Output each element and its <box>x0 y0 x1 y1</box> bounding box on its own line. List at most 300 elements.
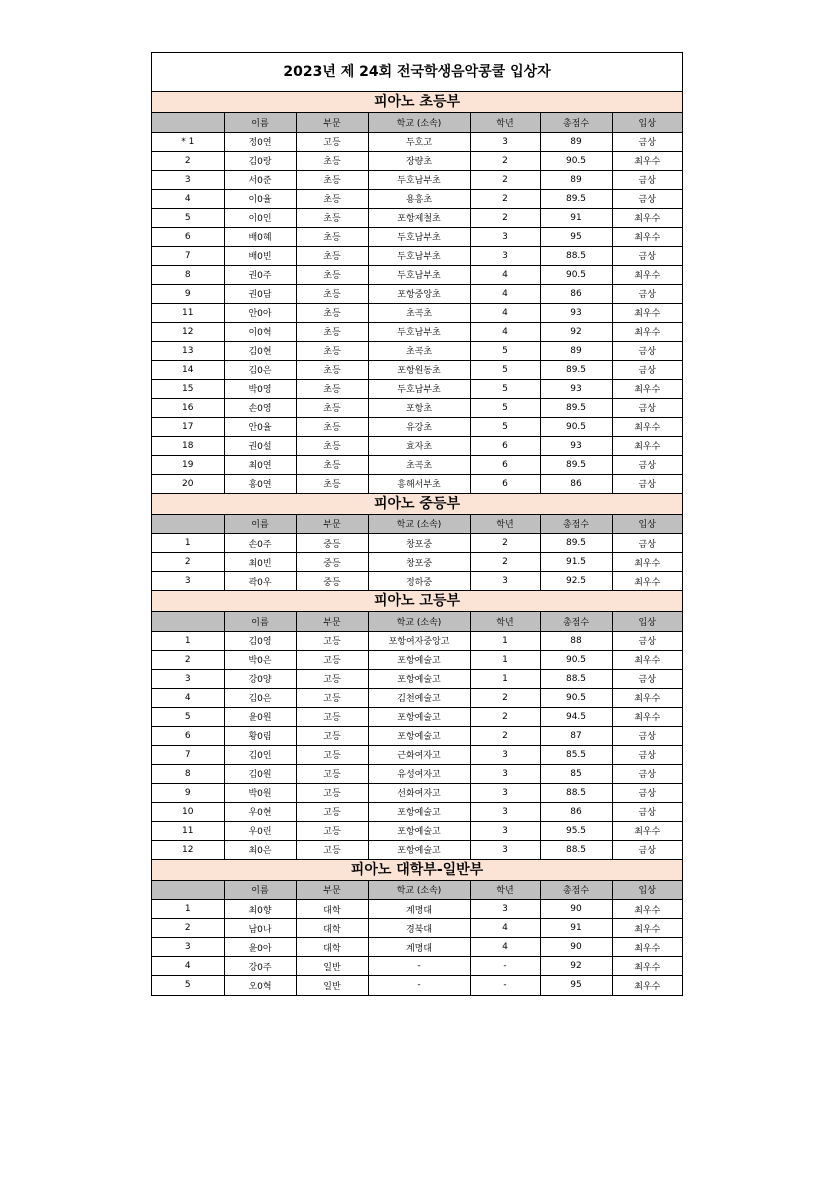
cell-rank: 1 <box>152 534 224 553</box>
cell-grade: 1 <box>470 650 540 669</box>
column-header-category: 부문 <box>296 881 368 900</box>
cell-grade: 5 <box>470 417 540 436</box>
cell-score: 88.5 <box>540 246 612 265</box>
cell-grade: 2 <box>470 534 540 553</box>
cell-school: 초곡초 <box>368 303 470 322</box>
cell-score: 89 <box>540 170 612 189</box>
section <box>152 591 682 860</box>
cell-school: 두호남부초 <box>368 246 470 265</box>
cell-award: 금상 <box>612 132 682 151</box>
cell-score: 90 <box>540 900 612 919</box>
cell-score: 93 <box>540 379 612 398</box>
cell-name: 김0은 <box>224 688 296 707</box>
cell-score: 95.5 <box>540 821 612 840</box>
cell-score: 95 <box>540 227 612 246</box>
cell-rank: 13 <box>152 341 224 360</box>
results-table <box>152 881 682 995</box>
cell-school: 유성여자고 <box>368 764 470 783</box>
cell-award: 금상 <box>612 284 682 303</box>
table-header-row <box>152 113 682 132</box>
table-row <box>152 417 682 436</box>
cell-school: 포항예술고 <box>368 821 470 840</box>
cell-grade: 2 <box>470 170 540 189</box>
table-row <box>152 919 682 938</box>
cell-name: 강0주 <box>224 957 296 976</box>
cell-category: 고등 <box>296 688 368 707</box>
cell-category: 초등 <box>296 417 368 436</box>
cell-category: 고등 <box>296 650 368 669</box>
cell-school: 창포중 <box>368 534 470 553</box>
cell-school: - <box>368 957 470 976</box>
column-header-category: 부문 <box>296 515 368 534</box>
cell-category: 초등 <box>296 455 368 474</box>
cell-school: 포항예술고 <box>368 726 470 745</box>
cell-school: 장량초 <box>368 151 470 170</box>
cell-category: 초등 <box>296 341 368 360</box>
cell-category: 고등 <box>296 707 368 726</box>
column-header-award: 입상 <box>612 515 682 534</box>
cell-score: 92 <box>540 957 612 976</box>
column-header-category: 부문 <box>296 113 368 132</box>
column-header-name: 이름 <box>224 113 296 132</box>
cell-category: 대학 <box>296 919 368 938</box>
cell-score: 91 <box>540 919 612 938</box>
cell-school: 포항예술고 <box>368 669 470 688</box>
table-row <box>152 764 682 783</box>
cell-award: 최우수 <box>612 650 682 669</box>
table-row <box>152 534 682 553</box>
sections-container <box>152 92 682 995</box>
cell-award: 최우수 <box>612 436 682 455</box>
cell-category: 고등 <box>296 821 368 840</box>
cell-score: 90.5 <box>540 265 612 284</box>
cell-award: 금상 <box>612 246 682 265</box>
cell-category: 일반 <box>296 976 368 995</box>
cell-score: 95 <box>540 976 612 995</box>
cell-category: 초등 <box>296 170 368 189</box>
cell-school: 창포중 <box>368 553 470 572</box>
table-row <box>152 840 682 859</box>
cell-award: 금상 <box>612 783 682 802</box>
cell-category: 초등 <box>296 398 368 417</box>
cell-name: 박0영 <box>224 379 296 398</box>
cell-category: 초등 <box>296 265 368 284</box>
cell-rank: 7 <box>152 745 224 764</box>
cell-rank: 12 <box>152 840 224 859</box>
cell-score: 90.5 <box>540 417 612 436</box>
cell-score: 86 <box>540 474 612 493</box>
cell-rank: 2 <box>152 650 224 669</box>
cell-school: - <box>368 976 470 995</box>
cell-school: 포항원동초 <box>368 360 470 379</box>
cell-category: 초등 <box>296 322 368 341</box>
cell-name: 윤0원 <box>224 707 296 726</box>
cell-score: 85.5 <box>540 745 612 764</box>
cell-grade: 3 <box>470 821 540 840</box>
cell-rank: 8 <box>152 265 224 284</box>
cell-score: 89.5 <box>540 189 612 208</box>
cell-category: 일반 <box>296 957 368 976</box>
cell-rank: 12 <box>152 322 224 341</box>
column-header-score: 총점수 <box>540 881 612 900</box>
cell-grade: 2 <box>470 726 540 745</box>
table-row <box>152 322 682 341</box>
cell-grade: 3 <box>470 132 540 151</box>
cell-award: 최우수 <box>612 227 682 246</box>
cell-award: 최우수 <box>612 417 682 436</box>
cell-rank: 11 <box>152 821 224 840</box>
cell-category: 초등 <box>296 227 368 246</box>
cell-name: 최0연 <box>224 455 296 474</box>
table-row <box>152 379 682 398</box>
cell-school: 초곡초 <box>368 341 470 360</box>
cell-school: 포항예술고 <box>368 840 470 859</box>
cell-name: 김0랑 <box>224 151 296 170</box>
cell-school: 김천예술고 <box>368 688 470 707</box>
table-row <box>152 802 682 821</box>
column-header-category: 부문 <box>296 612 368 631</box>
cell-category: 고등 <box>296 802 368 821</box>
cell-award: 금상 <box>612 726 682 745</box>
cell-grade: 5 <box>470 341 540 360</box>
cell-name: 우0린 <box>224 821 296 840</box>
cell-category: 고등 <box>296 631 368 650</box>
cell-school: 포항예술고 <box>368 707 470 726</box>
cell-grade: 3 <box>470 227 540 246</box>
cell-name: 서0준 <box>224 170 296 189</box>
cell-school: 두호남부초 <box>368 265 470 284</box>
table-row <box>152 474 682 493</box>
cell-category: 초등 <box>296 246 368 265</box>
cell-grade: - <box>470 976 540 995</box>
cell-grade: 4 <box>470 265 540 284</box>
cell-school: 포항여자중앙고 <box>368 631 470 650</box>
cell-category: 중등 <box>296 553 368 572</box>
cell-grade: 3 <box>470 572 540 591</box>
cell-rank: 5 <box>152 976 224 995</box>
cell-grade: 4 <box>470 322 540 341</box>
cell-award: 최우수 <box>612 379 682 398</box>
cell-award: 금상 <box>612 455 682 474</box>
cell-name: 권0담 <box>224 284 296 303</box>
cell-rank: 4 <box>152 189 224 208</box>
cell-grade: 6 <box>470 474 540 493</box>
cell-award: 최우수 <box>612 303 682 322</box>
cell-school: 용흥초 <box>368 189 470 208</box>
cell-school: 선화여자고 <box>368 783 470 802</box>
table-row <box>152 284 682 303</box>
cell-award: 최우수 <box>612 322 682 341</box>
cell-school: 경북대 <box>368 919 470 938</box>
cell-category: 초등 <box>296 189 368 208</box>
cell-category: 초등 <box>296 208 368 227</box>
cell-rank: 15 <box>152 379 224 398</box>
cell-rank: 3 <box>152 572 224 591</box>
cell-school: 흥해서부초 <box>368 474 470 493</box>
cell-rank: 2 <box>152 553 224 572</box>
cell-award: 최우수 <box>612 938 682 957</box>
table-header-row <box>152 515 682 534</box>
table-row <box>152 821 682 840</box>
cell-score: 91.5 <box>540 553 612 572</box>
cell-rank: 18 <box>152 436 224 455</box>
cell-school: 포항예술고 <box>368 650 470 669</box>
cell-school: 포항중앙초 <box>368 284 470 303</box>
cell-grade: 2 <box>470 189 540 208</box>
cell-score: 91 <box>540 208 612 227</box>
table-row <box>152 957 682 976</box>
cell-award: 금상 <box>612 669 682 688</box>
table-row <box>152 726 682 745</box>
column-header-rank <box>152 113 224 132</box>
cell-name: 최0은 <box>224 840 296 859</box>
cell-grade: 3 <box>470 783 540 802</box>
section <box>152 860 682 995</box>
cell-score: 90.5 <box>540 151 612 170</box>
table-row <box>152 436 682 455</box>
cell-grade: 4 <box>470 303 540 322</box>
table-row <box>152 976 682 995</box>
table-row <box>152 208 682 227</box>
cell-category: 고등 <box>296 726 368 745</box>
cell-name: 김0원 <box>224 764 296 783</box>
cell-award: 금상 <box>612 189 682 208</box>
cell-award: 금상 <box>612 802 682 821</box>
cell-category: 초등 <box>296 360 368 379</box>
cell-score: 89.5 <box>540 455 612 474</box>
cell-name: 곽0우 <box>224 572 296 591</box>
column-header-award: 입상 <box>612 612 682 631</box>
cell-name: 최0향 <box>224 900 296 919</box>
cell-grade: 3 <box>470 802 540 821</box>
cell-school: 두호고 <box>368 132 470 151</box>
cell-award: 최우수 <box>612 553 682 572</box>
cell-score: 93 <box>540 303 612 322</box>
cell-name: 배0혜 <box>224 227 296 246</box>
cell-score: 86 <box>540 284 612 303</box>
cell-name: 안0율 <box>224 417 296 436</box>
section <box>152 92 682 494</box>
table-row <box>152 265 682 284</box>
cell-score: 89 <box>540 341 612 360</box>
cell-category: 중등 <box>296 572 368 591</box>
cell-rank: 2 <box>152 919 224 938</box>
column-header-grade: 학년 <box>470 881 540 900</box>
cell-grade: 6 <box>470 436 540 455</box>
column-header-rank <box>152 612 224 631</box>
table-row <box>152 151 682 170</box>
cell-name: 이0율 <box>224 189 296 208</box>
cell-category: 초등 <box>296 151 368 170</box>
column-header-school: 학교 (소속) <box>368 515 470 534</box>
cell-name: 박0은 <box>224 650 296 669</box>
cell-category: 초등 <box>296 284 368 303</box>
cell-rank: 7 <box>152 246 224 265</box>
cell-grade: 1 <box>470 669 540 688</box>
cell-school: 정하중 <box>368 572 470 591</box>
table-row <box>152 132 682 151</box>
cell-score: 90 <box>540 938 612 957</box>
cell-school: 두호남부초 <box>368 227 470 246</box>
cell-name: 윤0아 <box>224 938 296 957</box>
cell-award: 최우수 <box>612 707 682 726</box>
cell-grade: - <box>470 957 540 976</box>
table-row <box>152 572 682 591</box>
table-row <box>152 669 682 688</box>
table-row <box>152 170 682 189</box>
cell-category: 고등 <box>296 669 368 688</box>
cell-score: 90.5 <box>540 688 612 707</box>
cell-grade: 4 <box>470 919 540 938</box>
cell-grade: 6 <box>470 455 540 474</box>
cell-award: 최우수 <box>612 900 682 919</box>
cell-category: 중등 <box>296 534 368 553</box>
cell-name: 김0인 <box>224 745 296 764</box>
results-table <box>152 113 682 494</box>
cell-rank: 14 <box>152 360 224 379</box>
column-header-grade: 학년 <box>470 612 540 631</box>
cell-category: 고등 <box>296 745 368 764</box>
cell-score: 92.5 <box>540 572 612 591</box>
section-title: 피아노 초등부 <box>152 92 682 113</box>
cell-award: 금상 <box>612 764 682 783</box>
cell-category: 고등 <box>296 840 368 859</box>
cell-rank: 6 <box>152 726 224 745</box>
cell-rank: 8 <box>152 764 224 783</box>
cell-grade: 2 <box>470 707 540 726</box>
column-header-rank <box>152 515 224 534</box>
table-row <box>152 783 682 802</box>
cell-rank: 10 <box>152 802 224 821</box>
cell-name: 권0주 <box>224 265 296 284</box>
table-row <box>152 246 682 265</box>
cell-score: 89.5 <box>540 398 612 417</box>
cell-name: 김0영 <box>224 631 296 650</box>
cell-school: 근화여자고 <box>368 745 470 764</box>
cell-school: 포항제철초 <box>368 208 470 227</box>
column-header-school: 학교 (소속) <box>368 881 470 900</box>
cell-grade: 3 <box>470 840 540 859</box>
cell-name: 황0림 <box>224 726 296 745</box>
cell-name: 김0은 <box>224 360 296 379</box>
table-row <box>152 553 682 572</box>
cell-rank: 3 <box>152 669 224 688</box>
cell-grade: 2 <box>470 688 540 707</box>
table-row <box>152 631 682 650</box>
cell-score: 88.5 <box>540 783 612 802</box>
results-table <box>152 612 682 860</box>
page-title: 2023년 제 24회 전국학생음악콩쿨 입상자 <box>152 53 682 92</box>
cell-score: 93 <box>540 436 612 455</box>
cell-score: 94.5 <box>540 707 612 726</box>
cell-category: 고등 <box>296 132 368 151</box>
cell-grade: 4 <box>470 284 540 303</box>
cell-category: 고등 <box>296 764 368 783</box>
cell-name: 우0현 <box>224 802 296 821</box>
cell-rank: 4 <box>152 688 224 707</box>
column-header-name: 이름 <box>224 515 296 534</box>
table-row <box>152 745 682 764</box>
table-row <box>152 303 682 322</box>
cell-category: 초등 <box>296 303 368 322</box>
cell-award: 금상 <box>612 631 682 650</box>
cell-rank: 6 <box>152 227 224 246</box>
cell-award: 최우수 <box>612 688 682 707</box>
cell-rank: 2 <box>152 151 224 170</box>
column-header-award: 입상 <box>612 881 682 900</box>
cell-rank: 17 <box>152 417 224 436</box>
cell-rank: 3 <box>152 170 224 189</box>
cell-award: 금상 <box>612 840 682 859</box>
column-header-name: 이름 <box>224 612 296 631</box>
cell-score: 88 <box>540 631 612 650</box>
cell-award: 최우수 <box>612 208 682 227</box>
column-header-school: 학교 (소속) <box>368 113 470 132</box>
cell-rank: 16 <box>152 398 224 417</box>
cell-score: 88.5 <box>540 840 612 859</box>
column-header-name: 이름 <box>224 881 296 900</box>
cell-category: 초등 <box>296 474 368 493</box>
cell-award: 금상 <box>612 745 682 764</box>
table-row <box>152 938 682 957</box>
cell-award: 최우수 <box>612 821 682 840</box>
cell-school: 두호남부초 <box>368 322 470 341</box>
table-row <box>152 398 682 417</box>
cell-grade: 3 <box>470 745 540 764</box>
cell-name: 강0양 <box>224 669 296 688</box>
cell-name: 배0빈 <box>224 246 296 265</box>
cell-grade: 2 <box>470 553 540 572</box>
cell-rank: * 1 <box>152 132 224 151</box>
cell-award: 최우수 <box>634 981 661 992</box>
cell-grade: 3 <box>470 900 540 919</box>
cell-award: 금상 <box>612 170 682 189</box>
cell-category: 대학 <box>296 900 368 919</box>
column-header-grade: 학년 <box>470 515 540 534</box>
table-header-row <box>152 881 682 900</box>
cell-award: 최우수 <box>612 151 682 170</box>
cell-rank: 1 <box>152 631 224 650</box>
cell-name: 남0나 <box>224 919 296 938</box>
cell-award: 최우수 <box>612 265 682 284</box>
column-header-school: 학교 (소속) <box>368 612 470 631</box>
cell-grade: 2 <box>470 151 540 170</box>
cell-school: 초곡초 <box>368 455 470 474</box>
cell-rank: 5 <box>152 707 224 726</box>
cell-name: 권0설 <box>224 436 296 455</box>
table-row <box>152 707 682 726</box>
cell-score: 92 <box>540 322 612 341</box>
column-header-score: 총점수 <box>540 515 612 534</box>
table-row <box>152 650 682 669</box>
results-sheet <box>151 52 683 996</box>
cell-name: 이0혁 <box>224 322 296 341</box>
cell-grade: 1 <box>470 631 540 650</box>
cell-award: 최우수 <box>612 572 682 591</box>
cell-school: 계명대 <box>368 900 470 919</box>
column-header-score: 총점수 <box>540 612 612 631</box>
cell-name: 손0주 <box>224 534 296 553</box>
cell-score: 90.5 <box>540 650 612 669</box>
cell-rank: 4 <box>152 957 224 976</box>
table-row <box>152 189 682 208</box>
cell-score: 88.5 <box>540 669 612 688</box>
section-title: 피아노 대학부-일반부 <box>152 860 682 881</box>
column-header-grade: 학년 <box>470 113 540 132</box>
cell-rank: 11 <box>152 303 224 322</box>
cell-rank: 19 <box>152 455 224 474</box>
cell-category: 고등 <box>296 783 368 802</box>
